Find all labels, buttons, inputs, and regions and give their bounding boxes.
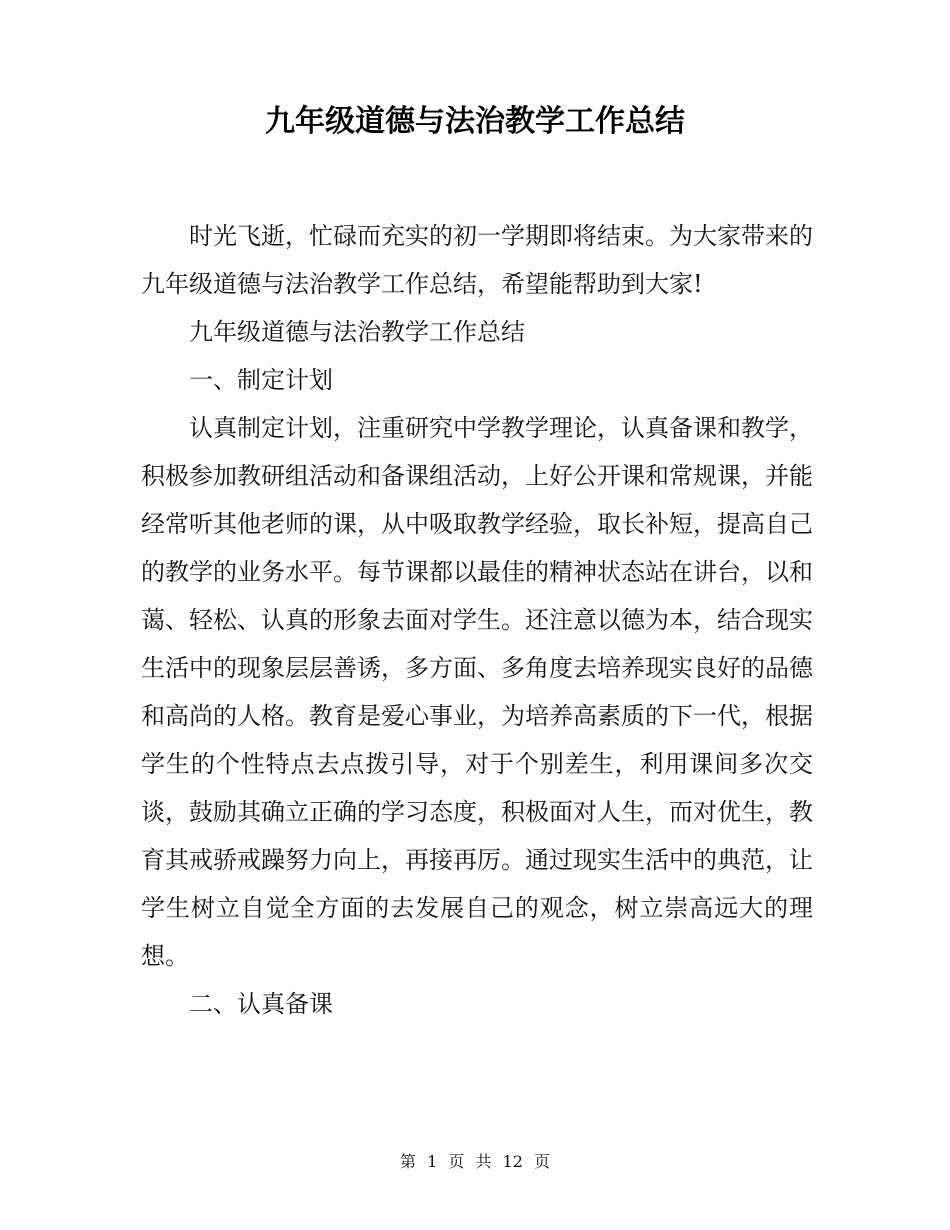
plan-paragraph: 认真制定计划，注重研究中学教学理论，认真备课和教学，积极参加教研组活动和备课组活动，上好公开课和常规课，并能经常听其他老师的课，从中吸取教学经验，取长补短，提高自己的教学的业务水平。每节课都以最佳的精神状态站在讲台，以和蔼、轻松、认真的形象去面对学生。还注意以德为本，结合现实生活中的现象层层善诱，多方面、多角度去培养现实良好的品德和高尚的人格。教育是爱心事业，为培养高素质的下一代，根据学生的个性特点去点拨引导，对于个别差生，利用课间多次交谈，鼓励其确立正确的学习态度，积极面对人生，而对优生，教育其戒骄戒躁努力向上，再接再厉。通过现实生活中的典范，让学生树立自觉全方面的去发展自己的观念，树立崇高远大的理想。 [141, 414, 813, 970]
intro-paragraph: 时光飞逝，忙碌而充实的初一学期即将结束。为大家带来的九年级道德与法治教学工作总结，希望能帮助到大家! [141, 222, 813, 298]
document-title: 九年级道德与法治教学工作总结 [265, 104, 685, 139]
page-footer: 第 1 页 共 12 页 [400, 1152, 550, 1171]
section-heading-prepare: 二、认真备课 [189, 990, 333, 1018]
section-heading-plan: 一、制定计划 [189, 366, 333, 394]
document-body [141, 212, 813, 1028]
subtitle-paragraph: 九年级道德与法治教学工作总结 [189, 318, 525, 346]
